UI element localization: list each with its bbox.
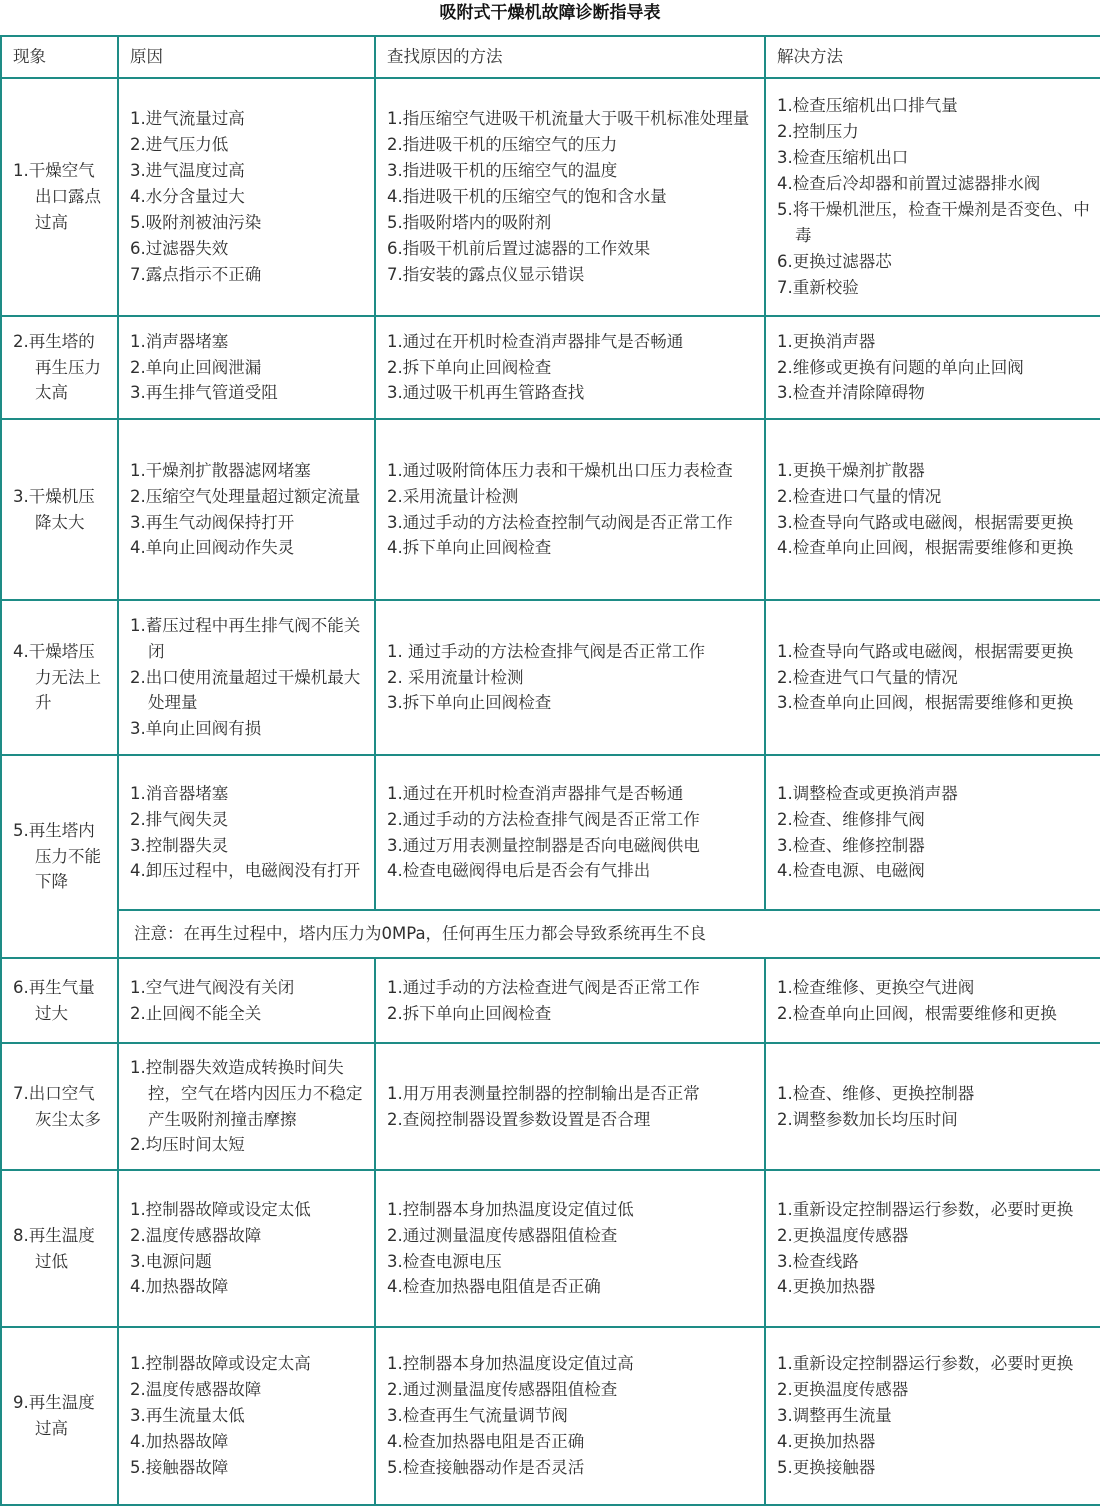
cause-item: 2.出口使用流量超过干燥机最大处理量 xyxy=(130,667,361,713)
solution-item: 4.检查单向止回阀，根据需要维修和更换 xyxy=(777,538,1074,558)
phenomenon-line: 1.干燥空气 xyxy=(13,161,95,181)
cause-item: 2.均压时间太短 xyxy=(130,1135,245,1155)
table-row xyxy=(1,78,1100,316)
phenomenon-line: 降太大 xyxy=(35,512,85,532)
cause-cell xyxy=(118,316,375,419)
cause-item: 1.进气流量过高 xyxy=(130,109,245,129)
solution-item: 4.检查后冷却器和前置过滤器排水阀 xyxy=(777,174,1041,194)
method-item: 2.通过测量温度传感器阻值检查 xyxy=(387,1380,618,1400)
cause-cell xyxy=(118,600,375,755)
solution-item: 2.检查进气口气量的情况 xyxy=(777,667,958,687)
solution-item: 1.检查维修、更换空气进阀 xyxy=(777,977,975,997)
method-item: 2.查阅控制器设置参数设置是否合理 xyxy=(387,1109,651,1129)
phenomenon-cell xyxy=(1,755,118,958)
cause-cell xyxy=(118,755,375,910)
solution-item: 3.检查单向止回阀，根据需要维修和更换 xyxy=(777,693,1074,713)
note-text: 注意：在再生过程中，塔内压力为0MPa，任何再生压力都会导致系统再生不良 xyxy=(134,924,707,944)
solution-item: 6.更换过滤器芯 xyxy=(777,251,892,271)
cause-item: 3.再生流量太低 xyxy=(130,1406,245,1426)
table-row xyxy=(1,316,1100,419)
solution-item: 1.检查、维修、更换控制器 xyxy=(777,1083,975,1103)
cause-item: 1.空气进气阀没有关闭 xyxy=(130,977,295,997)
solution-item: 1.检查压缩机出口排气量 xyxy=(777,96,958,116)
method-item: 1. 通过手动的方法检查排气阀是否正常工作 xyxy=(387,641,705,661)
cause-item: 4.水分含量过大 xyxy=(130,187,245,207)
phenomenon-cell xyxy=(1,1327,118,1505)
phenomenon-cell xyxy=(1,958,118,1043)
method-item: 1.通过在开机时检查消声器排气是否畅通 xyxy=(387,783,684,803)
phenomenon-cell xyxy=(1,419,118,600)
phenomenon-line: 5.再生塔内 xyxy=(13,820,95,840)
solution-cell xyxy=(765,419,1100,600)
solution-item: 1.重新设定控制器运行参数，必要时更换 xyxy=(777,1199,1074,1219)
method-cell xyxy=(375,600,765,755)
phenomenon-line: 下降 xyxy=(35,872,68,892)
solution-item: 7.重新校验 xyxy=(777,277,859,297)
cause-item: 3.进气温度过高 xyxy=(130,161,245,181)
phenomenon-line: 7.出口空气 xyxy=(13,1083,95,1103)
method-item: 6.指吸干机前后置过滤器的工作效果 xyxy=(387,238,651,258)
solution-item: 1.重新设定控制器运行参数，必要时更换 xyxy=(777,1354,1074,1374)
cause-item: 3.再生排气管道受阻 xyxy=(130,383,278,403)
phenomenon-line: 过高 xyxy=(35,212,68,232)
cause-item: 4.单向止回阀动作失灵 xyxy=(130,538,295,558)
solution-item: 3.检查线路 xyxy=(777,1251,859,1271)
cause-cell xyxy=(118,1327,375,1505)
header-method: 查找原因的方法 xyxy=(375,36,765,78)
solution-item: 3.检查压缩机出口 xyxy=(777,148,909,168)
table-row xyxy=(1,958,1100,1043)
solution-item: 1.更换消声器 xyxy=(777,331,876,351)
phenomenon-line: 升 xyxy=(35,693,52,713)
table-row xyxy=(1,1327,1100,1505)
method-cell xyxy=(375,755,765,910)
cause-item: 1.消声器堵塞 xyxy=(130,331,229,351)
cause-item: 4.加热器故障 xyxy=(130,1431,229,1451)
cause-item: 3.单向止回阀有损 xyxy=(130,719,262,739)
solution-item: 3.检查导向气路或电磁阀，根据需要更换 xyxy=(777,512,1074,532)
solution-item: 5.将干燥机泄压，检查干燥剂是否变色、中毒 xyxy=(777,200,1090,245)
phenomenon-line: 9.再生温度 xyxy=(13,1393,95,1413)
phenomenon-line: 4.干燥塔压 xyxy=(13,641,95,661)
cause-item: 6.过滤器失效 xyxy=(130,238,229,258)
phenomenon-line: 灰尘太多 xyxy=(35,1109,101,1129)
method-cell xyxy=(375,316,765,419)
cause-cell xyxy=(118,419,375,600)
cause-cell xyxy=(118,1043,375,1170)
solution-item: 2.检查、维修排气阀 xyxy=(777,809,925,829)
cause-item: 1.控制器故障或设定太高 xyxy=(130,1354,311,1374)
solution-cell xyxy=(765,316,1100,419)
phenomenon-line: 3.干燥机压 xyxy=(13,486,95,506)
method-item: 3.通过万用表测量控制器是否向电磁阀供电 xyxy=(387,835,700,855)
method-item: 3.拆下单向止回阀检查 xyxy=(387,693,552,713)
note-cell xyxy=(118,910,1100,958)
cause-item: 4.卸压过程中，电磁阀没有打开 xyxy=(130,861,361,881)
method-item: 2.拆下单向止回阀检查 xyxy=(387,1003,552,1023)
method-item: 3.检查电源电压 xyxy=(387,1251,502,1271)
phenomenon-cell xyxy=(1,600,118,755)
method-item: 7.指安装的露点仪显示错误 xyxy=(387,264,585,284)
solution-item: 3.检查、维修控制器 xyxy=(777,835,925,855)
cause-item: 2.单向止回阀泄漏 xyxy=(130,357,262,377)
cause-item: 2.进气压力低 xyxy=(130,135,229,155)
method-item: 2.采用流量计检测 xyxy=(387,486,519,506)
phenomenon-line: 6.再生气量 xyxy=(13,977,95,997)
method-item: 1.指压缩空气进吸干机流量大于吸干机标准处理量 xyxy=(387,109,750,129)
cause-item: 3.控制器失灵 xyxy=(130,835,229,855)
cause-item: 2.止回阀不能全关 xyxy=(130,1003,262,1023)
method-item: 4.检查电磁阀得电后是否会有气排出 xyxy=(387,861,651,881)
table-row xyxy=(1,1170,1100,1327)
solution-cell xyxy=(765,1043,1100,1170)
cause-item: 3.电源问题 xyxy=(130,1251,212,1271)
phenomenon-line: 再生压力 xyxy=(35,357,101,377)
cause-item: 2.温度传感器故障 xyxy=(130,1380,262,1400)
solution-item: 2.调整参数加长均压时间 xyxy=(777,1109,958,1129)
method-cell xyxy=(375,958,765,1043)
fault-diagnosis-table xyxy=(0,35,1100,1506)
method-item: 3.通过吸干机再生管路查找 xyxy=(387,383,585,403)
solution-cell xyxy=(765,1327,1100,1505)
solution-cell xyxy=(765,78,1100,316)
solution-item: 2.更换温度传感器 xyxy=(777,1225,909,1245)
header-phenomenon: 现象 xyxy=(1,36,118,78)
method-item: 2.通过手动的方法检查排气阀是否正常工作 xyxy=(387,809,700,829)
phenomenon-line: 力无法上 xyxy=(35,667,101,687)
cause-item: 7.露点指示不正确 xyxy=(130,264,262,284)
method-cell xyxy=(375,78,765,316)
method-cell xyxy=(375,1327,765,1505)
solution-item: 4.更换加热器 xyxy=(777,1277,876,1297)
header-solution: 解决方法 xyxy=(765,36,1100,78)
method-item: 4.拆下单向止回阀检查 xyxy=(387,538,552,558)
solution-cell xyxy=(765,600,1100,755)
solution-item: 3.调整再生流量 xyxy=(777,1406,892,1426)
phenomenon-line: 8.再生温度 xyxy=(13,1225,95,1245)
method-cell xyxy=(375,419,765,600)
solution-item: 1.调整检查或更换消声器 xyxy=(777,783,958,803)
solution-item: 1.检查导向气路或电磁阀，根据需要更换 xyxy=(777,641,1074,661)
solution-item: 3.检查并清除障碍物 xyxy=(777,383,925,403)
cause-item: 2.排气阀失灵 xyxy=(130,809,229,829)
method-item: 4.指进吸干机的压缩空气的饱和含水量 xyxy=(387,187,667,207)
cause-item: 2.压缩空气处理量超过额定流量 xyxy=(130,486,361,506)
solution-item: 4.更换加热器 xyxy=(777,1431,876,1451)
cause-item: 5.接触器故障 xyxy=(130,1457,229,1477)
method-item: 5.检查接触器动作是否灵活 xyxy=(387,1457,585,1477)
method-item: 4.检查加热器电阻值是否正确 xyxy=(387,1277,601,1297)
solution-item: 5.更换接触器 xyxy=(777,1457,876,1477)
cause-item: 3.再生气动阀保持打开 xyxy=(130,512,295,532)
method-item: 1.通过吸附筒体压力表和干燥机出口压力表检查 xyxy=(387,460,733,480)
cause-item: 4.加热器故障 xyxy=(130,1277,229,1297)
method-item: 3.指进吸干机的压缩空气的温度 xyxy=(387,161,618,181)
method-cell xyxy=(375,1170,765,1327)
table-row xyxy=(1,755,1100,910)
table-row xyxy=(1,600,1100,755)
cause-item: 1.干燥剂扩散器滤网堵塞 xyxy=(130,460,311,480)
cause-cell xyxy=(118,78,375,316)
phenomenon-line: 2.再生塔的 xyxy=(13,331,95,351)
method-item: 4.检查加热器电阻是否正确 xyxy=(387,1431,585,1451)
cause-cell xyxy=(118,958,375,1043)
solution-item: 2.控制压力 xyxy=(777,122,859,142)
phenomenon-cell xyxy=(1,78,118,316)
cause-item: 2.温度传感器故障 xyxy=(130,1225,262,1245)
phenomenon-cell xyxy=(1,1170,118,1327)
solution-item: 1.更换干燥剂扩散器 xyxy=(777,460,925,480)
phenomenon-line: 太高 xyxy=(35,383,68,403)
method-item: 2.通过测量温度传感器阻值检查 xyxy=(387,1225,618,1245)
cause-item: 1.控制器失效造成转换时间失控，空气在塔内因压力不稳定产生吸附剂撞击摩擦 xyxy=(130,1057,363,1129)
solution-item: 2.检查进口气量的情况 xyxy=(777,486,942,506)
method-item: 1.控制器本身加热温度设定值过高 xyxy=(387,1354,634,1374)
phenomenon-cell xyxy=(1,1043,118,1170)
table-row xyxy=(1,1043,1100,1170)
cause-item: 1.消音器堵塞 xyxy=(130,783,229,803)
solution-item: 2.更换温度传感器 xyxy=(777,1380,909,1400)
cause-cell xyxy=(118,1170,375,1327)
method-cell xyxy=(375,1043,765,1170)
table-row xyxy=(1,419,1100,600)
method-item: 1.通过手动的方法检查进气阀是否正常工作 xyxy=(387,977,700,997)
solution-item: 2.维修或更换有问题的单向止回阀 xyxy=(777,357,1024,377)
method-item: 1.控制器本身加热温度设定值过低 xyxy=(387,1199,634,1219)
cause-item: 5.吸附剂被油污染 xyxy=(130,212,262,232)
method-item: 5.指吸附塔内的吸附剂 xyxy=(387,212,552,232)
method-item: 2. 采用流量计检测 xyxy=(387,667,524,687)
phenomenon-line: 过低 xyxy=(35,1251,68,1271)
method-item: 3.检查再生气流量调节阀 xyxy=(387,1406,568,1426)
phenomenon-line: 压力不能 xyxy=(35,846,101,866)
cause-item: 1.控制器故障或设定太低 xyxy=(130,1199,311,1219)
header-cause: 原因 xyxy=(118,36,375,78)
method-item: 1.用万用表测量控制器的控制输出是否正常 xyxy=(387,1083,700,1103)
solution-item: 2.检查单向止回阀，根需要维修和更换 xyxy=(777,1003,1057,1023)
table-title: 吸附式干燥机故障诊断指导表 xyxy=(439,3,661,23)
method-item: 2.指进吸干机的压缩空气的压力 xyxy=(387,135,618,155)
phenomenon-cell xyxy=(1,316,118,419)
cause-item: 1.蓄压过程中再生排气阀不能关闭 xyxy=(130,615,361,661)
solution-cell xyxy=(765,1170,1100,1327)
solution-cell xyxy=(765,958,1100,1043)
method-item: 3.通过手动的方法检查控制气动阀是否正常工作 xyxy=(387,512,733,532)
method-item: 2.拆下单向止回阀检查 xyxy=(387,357,552,377)
solution-item: 4.检查电源、电磁阀 xyxy=(777,861,925,881)
header-row xyxy=(1,36,1100,78)
phenomenon-line: 过大 xyxy=(35,1003,68,1023)
method-item: 1.通过在开机时检查消声器排气是否畅通 xyxy=(387,331,684,351)
phenomenon-line: 出口露点 xyxy=(35,187,101,207)
note-row xyxy=(1,910,1100,958)
phenomenon-line: 过高 xyxy=(35,1419,68,1438)
solution-cell xyxy=(765,755,1100,910)
